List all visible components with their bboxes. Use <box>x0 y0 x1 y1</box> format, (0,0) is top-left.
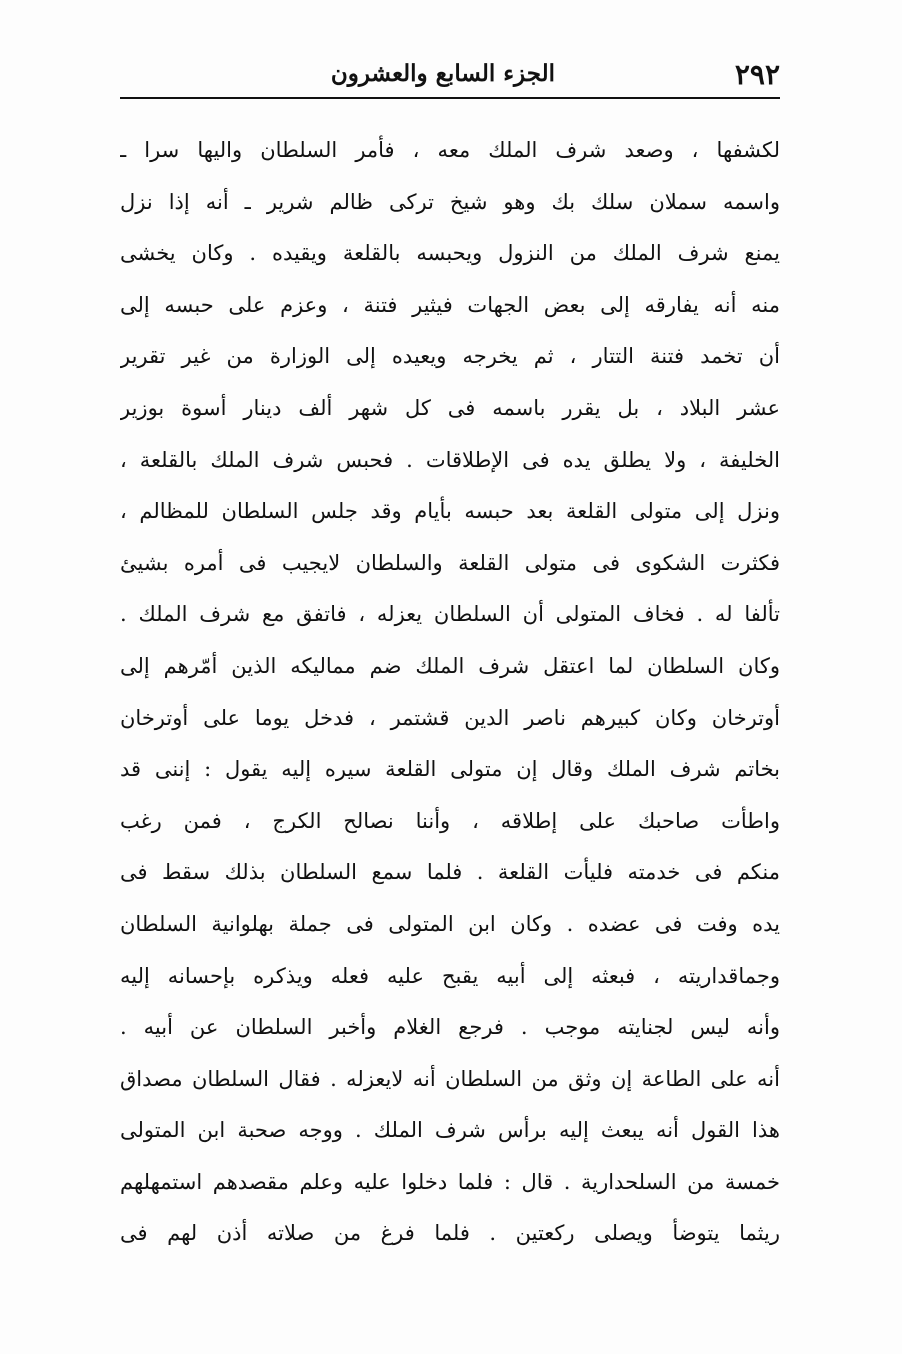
text-line: ونزل إلى متولى القلعة بعد حبسه بأيام وقد جلس السلطان للمظالم ، <box>120 499 780 524</box>
text-line: فكثرت الشكوى فى متولى القلعة والسلطان لايجيب فى أمره بشيئ <box>120 550 780 575</box>
text-line: يمنع شرف الملك من النزول ويحبسه بالقلعة ويقيده . وكان يخشى <box>120 241 780 266</box>
page-number: ٢٩٢ <box>734 58 780 91</box>
text-line: واسمه سملان سلك بك وهو شيخ تركى ظالم شرير ـ أنه إذا نزل <box>120 189 780 214</box>
text-line: خمسة من السلحدارية . قال : فلما دخلوا عليه وعلم مقصدهم استمهلهم <box>120 1169 780 1194</box>
text-line: وأنه ليس لجنايته موجب . فرجع الغلام وأخبر السلطان عن أبيه . <box>120 1015 780 1040</box>
text-line: أن تخمد فتنة التتار ، ثم يخرجه ويعيده إلى الوزارة من غير تقرير <box>120 344 780 369</box>
page-header <box>120 56 780 96</box>
text-line: لكشفها ، وصعد شرف الملك معه ، فأمر السلطان واليها سرا ـ <box>120 138 780 162</box>
text-line: تألفا له . فخاف المتولى أن السلطان يعزله ، فاتفق مع شرف الملك . <box>120 602 780 627</box>
text-line: أوترخان وكان كبيرهم ناصر الدين قشتمر ، فدخل يوما على أوترخان <box>120 705 780 730</box>
text-line: عشر البلاد ، بل يقرر باسمه فى كل شهر ألف دينار أسوة بوزير <box>120 395 780 420</box>
running-head: الجزء السابع والعشرون <box>330 60 555 87</box>
text-line: يده وفت فى عضده . وكان ابن المتولى فى جملة بهلوانية السلطان <box>120 911 780 936</box>
text-line: الخليفة ، ولا يطلق يده فى الإطلاقات . فحبس شرف الملك بالقلعة ، <box>120 447 780 472</box>
text-line: ريثما يتوضأ ويصلى ركعتين . فلما فرغ من صلاته أذن لهم فى <box>120 1221 780 1246</box>
text-line: أنه على الطاعة إن وثق من السلطان أنه لايعزله . فقال السلطان مصداق <box>120 1066 780 1091</box>
text-line: وجماقداريته ، فبعثه إلى أبيه يقبح عليه فعله ويذكره بإحسانه إليه <box>120 963 780 988</box>
body-text <box>120 125 780 1260</box>
text-line: هذا القول أنه يبعث إليه برأس شرف الملك . ووجه صحبة ابن المتولى <box>120 1118 780 1143</box>
text-line: منه أنه يفارقه إلى بعض الجهات فيثير فتنة ، وعزم على حبسه إلى <box>120 292 780 317</box>
text-line: وكان السلطان لما اعتقل شرف الملك ضم مماليكه الذين أمّرهم إلى <box>120 653 780 678</box>
header-rule <box>120 97 780 99</box>
text-line: بخاتم شرف الملك وقال إن متولى القلعة سيره إليه يقول : إننى قد <box>120 757 780 782</box>
text-line: واطأت صاحبك على إطلاقه ، وأننا نصالح الكرج ، فمن رغب <box>120 808 780 833</box>
text-line: منكم فى خدمته فليأت القلعة . فلما سمع السلطان بذلك سقط فى <box>120 860 780 885</box>
